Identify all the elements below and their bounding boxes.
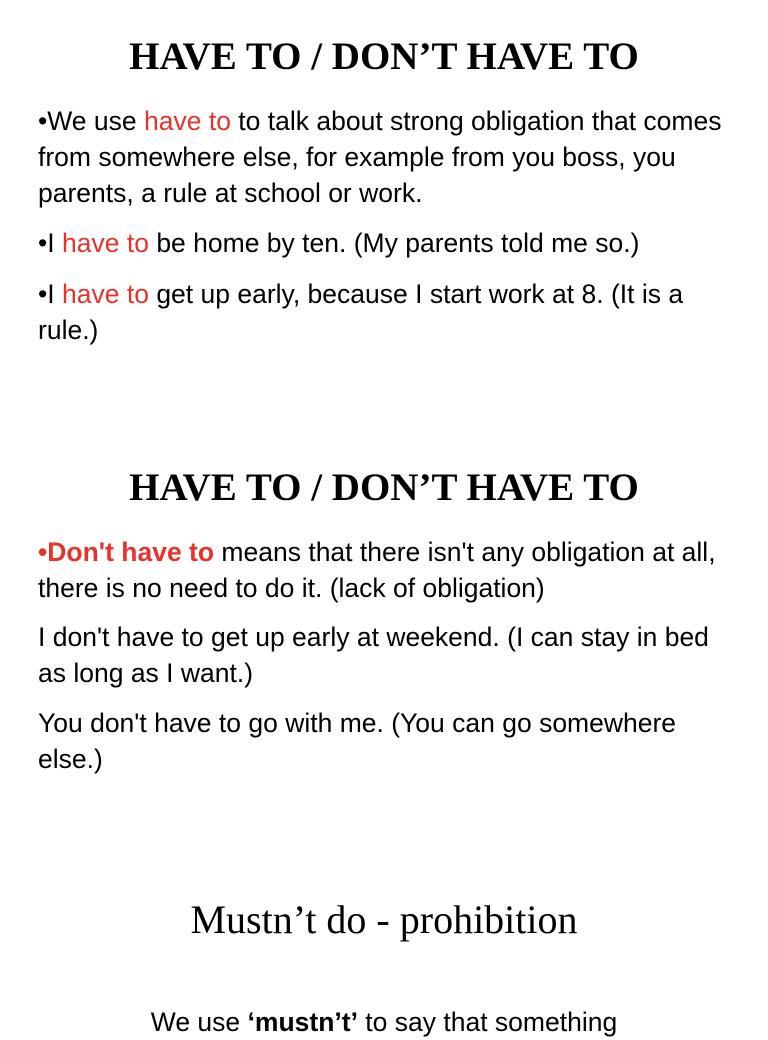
section2-paragraph-2: I don't have to get up early at weekend. (I can stay in bed as long as I want.) [38, 622, 709, 688]
section3-title: Mustn’t do - prohibition [190, 897, 578, 942]
section2-paragraph-3: You don't have to go with me. (You can go somewhere else.) [38, 708, 677, 774]
section2-title: HAVE TO / DON’T HAVE TO [129, 466, 639, 509]
paragraph-text: be home by ten. (My parents told me so.) [148, 228, 640, 258]
paragraph-text: to talk about strong obligation that comes from somewhere else, for example from you boss, you parents, a rule at school or work. [38, 106, 722, 208]
have-to-highlight: have to [144, 106, 231, 136]
paragraph-text: to say that something [357, 1007, 618, 1037]
have-to-highlight: have to [62, 228, 149, 258]
have-to-highlight: have to [62, 279, 149, 309]
mustnt-highlight: ‘mustn’t’ [247, 1007, 358, 1037]
paragraph-lead: We use [150, 1007, 248, 1037]
dont-have-to-highlight: •Don't have to [38, 537, 215, 567]
section2-paragraph-1 [38, 534, 738, 606]
paragraph-text: means that there isn't any obligation at all, there is no need to do it. (lack of obligation) [38, 537, 716, 603]
bullet-lead: •I [38, 279, 63, 309]
section1-paragraph-1 [38, 103, 738, 211]
section1-title: HAVE TO / DON’T HAVE TO [129, 35, 639, 78]
section1-paragraph-3 [38, 276, 738, 348]
paragraph-text: get up early, because I start work at 8. (It is a rule.) [38, 279, 684, 345]
bullet-lead: •We use [38, 106, 144, 136]
section3-paragraph-1 [0, 1004, 768, 1040]
bullet-lead: •I [38, 228, 63, 258]
section1-paragraph-2 [38, 225, 738, 261]
